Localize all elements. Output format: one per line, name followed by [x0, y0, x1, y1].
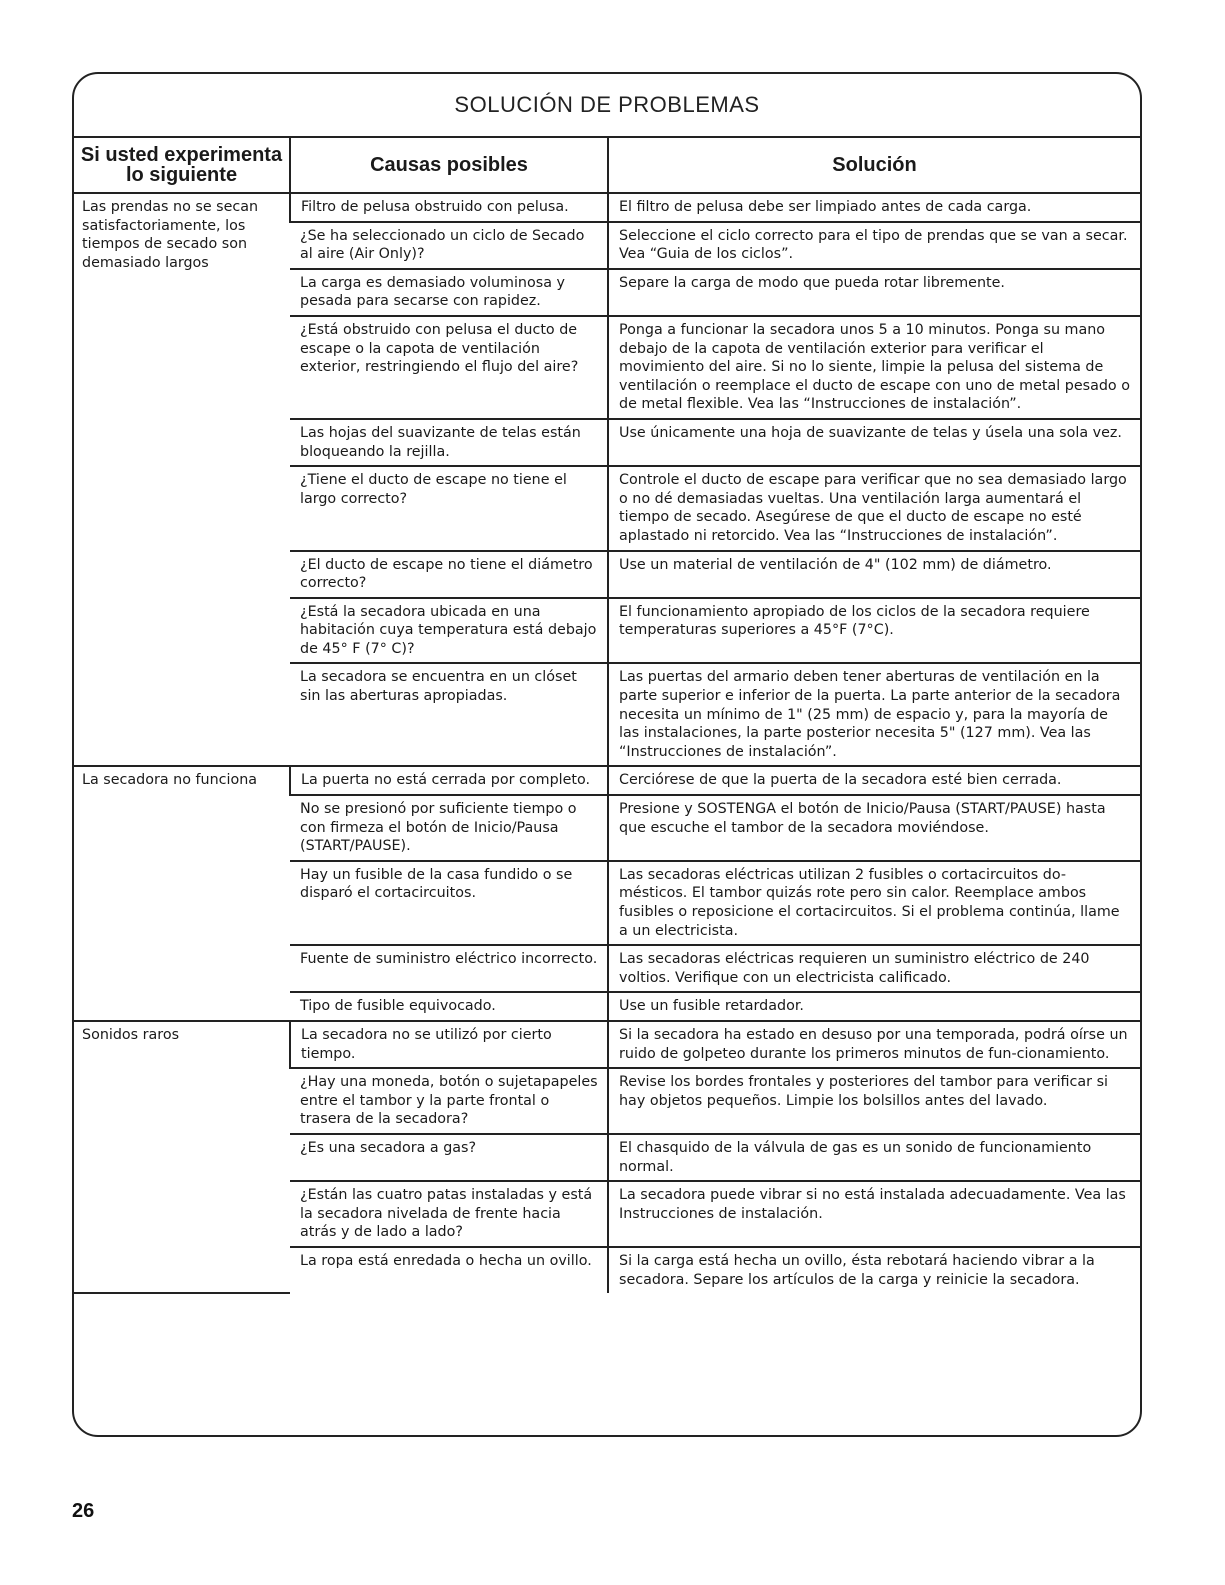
cause-cell: No se presionó por suficiente tiempo o con firmeza el botón de Inicio/Pausa (START/PAUSE).: [290, 795, 608, 861]
page-number: 26: [72, 1500, 95, 1522]
solution-cell: Ponga a funcionar la secadora unos 5 a 10 minutos. Ponga su mano debajo de la capota de ventilación exterior para verificar el movimiento del aire. Si no lo siente, limpie la pelusa del sistema de ventilación o reemplace el ducto de escape con uno de metal pesado o de metal flexible. Vea las “Instrucciones de instalación”.: [608, 316, 1140, 419]
solution-cell: Use únicamente una hoja de suavizante de telas y úsela una sola vez.: [608, 419, 1140, 466]
cause-cell: La puerta no está cerrada por completo.: [290, 766, 608, 795]
header-solution: Solución: [608, 138, 1140, 193]
table-header-row: [74, 138, 1140, 193]
solution-cell: Si la secadora ha estado en desuso por una temporada, podrá oírse un ruido de golpeteo durante los primeros minutos de fun-cionamiento.: [608, 1021, 1140, 1068]
table-row: [74, 766, 1140, 795]
section-title: SOLUCIÓN DE PROBLEMAS: [74, 74, 1140, 138]
cause-cell: ¿El ducto de escape no tiene el diámetro correcto?: [290, 551, 608, 598]
table-row: [74, 193, 1140, 222]
solution-cell: Cerciórese de que la puerta de la secadora esté bien cerrada.: [608, 766, 1140, 795]
cause-cell: Las hojas del suavizante de telas están bloqueando la rejilla.: [290, 419, 608, 466]
cause-cell: ¿Está obstruido con pelusa el ducto de escape o la capota de ventilación exterior, restringiendo el flujo del aire?: [290, 316, 608, 419]
cause-cell: La secadora se encuentra en un clóset sin las aberturas apropiadas.: [290, 663, 608, 766]
cause-cell: La ropa está enredada o hecha un ovillo.: [300, 1252, 592, 1269]
solution-cell: Separe la carga de modo que pueda rotar libremente.: [608, 269, 1140, 316]
cause-cell: ¿Hay una moneda, botón o sujetapapeles entre el tambor y la parte frontal o trasera de la secadora?: [290, 1068, 608, 1134]
solution-cell: Las secadoras eléctricas utilizan 2 fusibles o cortacircuitos do-mésticos. El tambor quizás rote pero sin calor. Reemplace ambos fusibles o reposicione el cortacircuitos. Si el problema continúa, llame a un electricista.: [608, 861, 1140, 945]
cause-cell: La secadora no se utilizó por cierto tiempo.: [290, 1021, 608, 1068]
symptom-cell: Sonidos raros: [74, 1021, 290, 1293]
cause-cell: ¿Se ha seleccionado un ciclo de Secado al aire (Air Only)?: [290, 222, 608, 269]
header-symptom: Si usted experimenta lo siguiente: [74, 138, 290, 193]
troubleshooting-table: [74, 138, 1140, 1294]
cause-cell: ¿Es una secadora a gas?: [290, 1134, 608, 1181]
solution-cell: Las puertas del armario deben tener aberturas de ventilación en la parte superior e inferior de la puerta. La parte anterior de la secadora necesita un mínimo de 1" (25 mm) de espacio y, para la mayoría de las instalaciones, la parte posterior necesita 5" (127 mm). Vea las “Instrucciones de instalación”.: [608, 663, 1140, 766]
solution-cell: Seleccione el ciclo correcto para el tipo de prendas que se van a secar. Vea “Guia de los ciclos”.: [608, 222, 1140, 269]
cause-cell: Filtro de pelusa obstruido con pelusa.: [290, 193, 608, 222]
solution-cell: El chasquido de la válvula de gas es un sonido de funcionamiento normal.: [608, 1134, 1140, 1181]
solution-cell: Controle el ducto de escape para verificar que no sea demasiado largo o no dé demasiadas vueltas. Una ventilación larga aumentará el tiempo de secado. Asegúrese de que el ducto de escape no esté aplastado ni retorcido. Vea las “Instrucciones de instalación”.: [608, 466, 1140, 550]
solution-cell: Use un fusible retardador.: [608, 992, 1140, 1021]
solution-cell: Las secadoras eléctricas requieren un suministro eléctrico de 240 voltios. Verifique con un electricista calificado.: [608, 945, 1140, 992]
solution-cell: Si la carga está hecha un ovillo, ésta rebotará haciendo vibrar a la secadora. Separe los artículos de la carga y reinicie la secadora.: [608, 1247, 1140, 1293]
table-body: [74, 193, 1140, 1293]
solution-cell: Revise los bordes frontales y posteriores del tambor para verificar si hay objetos pequeños. Limpie los bolsillos antes del lavado.: [608, 1068, 1140, 1134]
solution-cell: Presione y SOSTENGA el botón de Inicio/Pausa (START/PAUSE) hasta que escuche el tambor de la secadora moviéndose.: [608, 795, 1140, 861]
solution-cell: Use un material de ventilación de 4" (102 mm) de diámetro.: [608, 551, 1140, 598]
cause-cell: Fuente de suministro eléctrico incorrecto.: [290, 945, 608, 992]
table-row: [74, 1021, 1140, 1068]
symptom-cell: Las prendas no se secan satisfactoriamente, los tiempos de secado son demasiado largos: [74, 193, 290, 766]
cause-cell: Tipo de fusible equivocado.: [290, 992, 608, 1021]
solution-cell: La secadora puede vibrar si no está instalada adecuadamente. Vea las Instrucciones de instalación.: [608, 1181, 1140, 1247]
header-cause: Causas posibles: [290, 138, 608, 193]
solution-cell: El filtro de pelusa debe ser limpiado antes de cada carga.: [608, 193, 1140, 222]
solution-cell: El funcionamiento apropiado de los ciclos de la secadora requiere temperaturas superiores a 45°F (7°C).: [608, 598, 1140, 664]
cause-cell: ¿Tiene el ducto de escape no tiene el largo correcto?: [290, 466, 608, 550]
troubleshooting-frame: [72, 72, 1142, 1437]
symptom-cell: La secadora no funciona: [74, 766, 290, 1021]
cause-cell: ¿Están las cuatro patas instaladas y está la secadora nivelada de frente hacia atrás y de lado a lado?: [290, 1181, 608, 1247]
cause-cell: La carga es demasiado voluminosa y pesada para secarse con rapidez.: [290, 269, 608, 316]
cause-cell: Hay un fusible de la casa fundido o se disparó el cortacircuitos.: [290, 861, 608, 945]
cause-cell: ¿Está la secadora ubicada en una habitación cuya temperatura está debajo de 45° F (7° C)?: [290, 598, 608, 664]
